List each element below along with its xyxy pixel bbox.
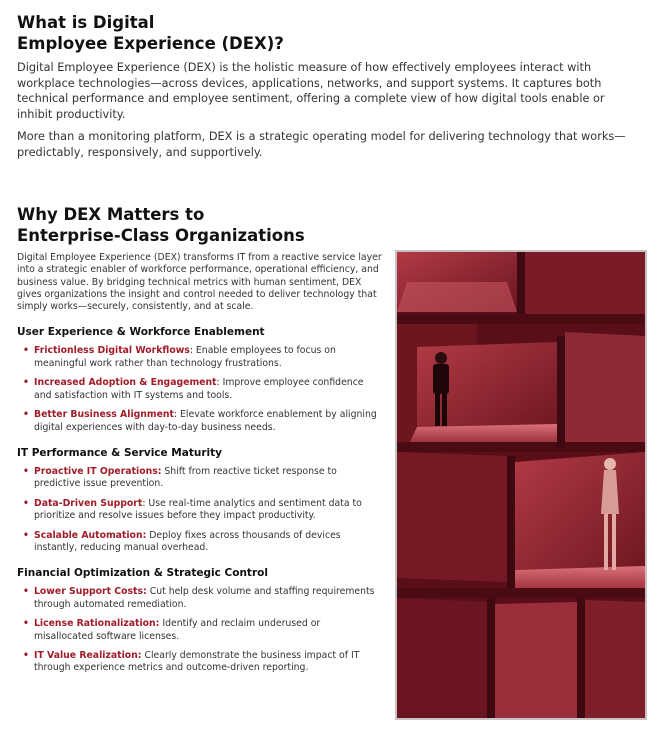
list-item <box>23 377 382 402</box>
list-item <box>23 650 382 675</box>
why-dex-column <box>17 252 382 682</box>
list-item-text: Identify and reclaim underused or misallocated software licenses. <box>34 618 321 642</box>
list-item <box>23 345 382 370</box>
cube-wall <box>585 600 645 718</box>
list-item-text: Deploy fixes across thousands of devices instantly, reducing manual overhead. <box>34 529 341 553</box>
page-title <box>17 12 317 54</box>
list-item <box>23 586 382 611</box>
bullet-icon: • <box>23 345 29 357</box>
bullet-icon: • <box>23 586 29 598</box>
list-item <box>23 498 382 523</box>
list-item-text: Clearly demonstrate the business impact of IT through experience metrics and outcome-driven reporting. <box>34 649 360 674</box>
bullet-icon: • <box>23 377 29 389</box>
list-item-text: Cut help desk volume and staffing requirements through automated remediation. <box>34 586 375 610</box>
list-item <box>23 409 382 434</box>
section-title-line1: Why DEX Matters to <box>17 205 205 224</box>
list-item-term: Scalable Automation: <box>34 529 147 541</box>
list-item <box>23 618 382 643</box>
cube-frame <box>487 598 495 718</box>
cube-wall <box>565 332 645 452</box>
page-title-line1: What is Digital <box>17 13 155 32</box>
bullet-icon: • <box>23 465 29 477</box>
cube-floor <box>397 282 517 312</box>
bullet-list-ux <box>17 345 382 433</box>
list-item-term: Frictionless Digital Workflows <box>34 345 190 357</box>
section-heading-financial: Financial Optimization & Strategic Control <box>17 567 268 580</box>
bullet-list-financial <box>17 586 382 674</box>
cube-frame <box>557 336 565 448</box>
intro-paragraph-1: Digital Employee Experience (DEX) is the holistic measure of how effectively employees interact with workplace technologies—across devices, applications, networks, and support systems. It captures both technical performance and employee sentiment, offering a complete view of how digital tools enable or inhibit productivity. <box>17 61 605 121</box>
intro-paragraph-2: More than a monitoring platform, DEX is a strategic operating model for delivering technology that works—predictably, responsively, and supportively. <box>17 130 626 159</box>
list-item-text: : Improve employee confidence and satisfaction with IT systems and tools. <box>34 377 364 401</box>
bullet-icon: • <box>23 618 29 630</box>
section-title <box>17 204 337 246</box>
bullet-list-it <box>17 466 382 554</box>
cube-frame <box>507 456 515 588</box>
section-heading-it: IT Performance & Service Maturity <box>17 446 222 459</box>
cube-frame <box>577 598 585 718</box>
cube-wall <box>495 602 577 718</box>
cube-wall <box>525 252 645 322</box>
cube-floor <box>409 424 567 444</box>
list-item-text: Shift from reactive ticket response to predictive issue prevention. <box>34 465 337 490</box>
shelf-divider <box>397 588 645 598</box>
cubicles-illustration <box>397 252 645 718</box>
list-item-term: IT Value Realization: <box>34 649 142 661</box>
section-title-line2: Enterprise-Class Organizations <box>17 226 305 245</box>
section-heading-ux: User Experience & Workforce Enablement <box>17 326 265 339</box>
bullet-icon: • <box>23 529 29 541</box>
cube-wall <box>397 598 487 718</box>
intro-section <box>17 60 642 168</box>
why-dex-lead: Digital Employee Experience (DEX) transforms IT from a reactive service layer into a strategic enabler of workforce performance, operational efficiency, and business value. By bridging technical metrics with human sentiment, DEX gives organizations the insight and control needed to deliver technology that simply works—securely, consistently, and at scale. <box>17 252 382 313</box>
bullet-icon: • <box>23 497 29 509</box>
list-item <box>23 530 382 555</box>
list-item-term: Data-Driven Support <box>34 497 143 509</box>
list-item-term: Better Business Alignment <box>34 409 174 421</box>
list-item-term: License Rationalization: <box>34 618 160 630</box>
shelf-divider <box>397 314 645 324</box>
cube-wall <box>397 452 507 582</box>
list-item-term: Lower Support Costs: <box>34 586 147 598</box>
list-item-text: : Enable employees to focus on meaningful work rather than technology frustrations. <box>34 345 336 369</box>
list-item-text: : Elevate workforce enablement by aligning digital experiences with day-to-day business needs. <box>34 409 377 433</box>
page-title-line2: Employee Experience (DEX)? <box>17 34 284 53</box>
bullet-icon: • <box>23 409 29 421</box>
shelf-divider <box>397 442 645 452</box>
list-item-term: Proactive IT Operations: <box>34 465 162 477</box>
cube-frame <box>517 252 525 322</box>
bullet-icon: • <box>23 649 29 661</box>
list-item-text: : Use real-time analytics and sentiment data to prioritize and resolve issues before they impact productivity. <box>34 497 362 522</box>
office-cubicles-photo <box>395 250 647 720</box>
list-item <box>23 466 382 491</box>
list-item-term: Increased Adoption & Engagement <box>34 377 217 389</box>
